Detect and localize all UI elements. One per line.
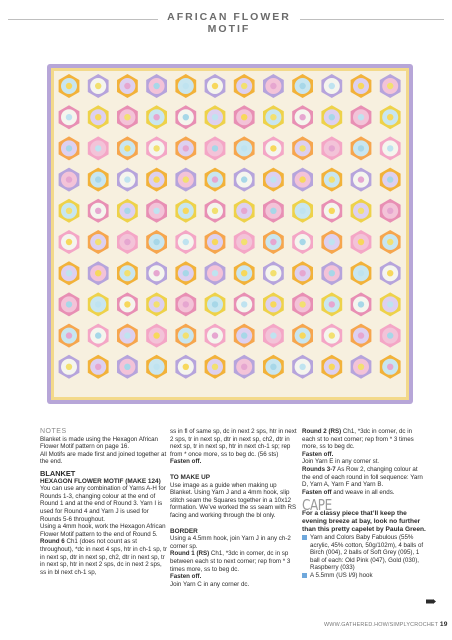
motif-center [358,208,364,214]
motif-center [270,176,276,182]
motif-center [212,301,218,307]
join-yarn-e: Join Yarn E in any corner st. [302,458,380,466]
make-up-heading: TO MAKE UP [170,473,211,481]
motif-center [241,176,247,182]
motif-center [241,332,247,338]
fasten-off-2: Fasten off. [170,573,202,581]
motif-center [66,332,72,338]
motif-center [241,145,247,151]
column-middle [170,428,300,588]
motif-center [124,239,130,245]
motif-center [358,83,364,89]
motif-center [212,332,218,338]
motif-center [270,208,276,214]
notes-text-2: All Motifs are made first and joined together at the end. [40,450,167,466]
motif-center [329,176,335,182]
column-right [302,428,426,580]
motif-center [183,145,189,151]
fasten-off-1: Fasten off. [170,458,202,466]
motif-center [66,270,72,276]
motif-center [387,270,393,276]
motif-center [387,301,393,307]
motif-center [387,83,393,89]
motif-center [183,114,189,120]
motif-text-1: You can use any combination of Yarns A-H for Rounds 1-3, changing colour at the end of Round 1 and at the end of Round 3. Yarn I is used for Round 4 and Yarn J is used for Rounds 5-6 throughout. [40,485,166,523]
motif-center [270,332,276,338]
border-round2 [302,428,426,451]
cape-yarn-text: Yarn and Colors Baby Fabulous (55% acrylic, 45% cotton, 50g/102m), 4 balls of Birch (004), 2 balls of Soft Grey (095), 1 ball of each: Old Pink (047), Gold (030), Raspberry (033) [310,533,424,572]
motif-center [66,145,72,151]
motif-center [299,270,305,276]
blanket-heading: BLANKET [40,468,76,478]
cape-hook-text: A 5.5mm (US I/9) hook [310,571,373,579]
motif-center [241,270,247,276]
motif-center [270,364,276,370]
end-mark-icon [426,599,436,604]
motif-center [387,332,393,338]
motif-center [95,270,101,276]
motif-center [358,270,364,276]
motif-center [212,270,218,276]
motif-center [241,239,247,245]
motif-center [153,176,159,182]
motif-center [270,83,276,89]
motif-center [241,114,247,120]
motif-center [358,364,364,370]
motif-center [124,114,130,120]
rounds37-body: As Row 2, changing colour at the end of each round in foll sequence: Yarn D, Yarn A, Yarn F and Yarn B. [302,465,423,489]
motif-center [183,208,189,214]
motif-center [95,145,101,151]
motif-center [95,239,101,245]
motif-center [358,332,364,338]
motif-center [212,114,218,120]
motif-center [270,270,276,276]
join-yarn-c: Join Yarn C in any corner dc. [170,580,250,588]
motif-center [387,114,393,120]
motif-center [299,364,305,370]
motif-center [183,239,189,245]
motif-center [124,270,130,276]
motif-center [124,301,130,307]
motif-text-2: Using a 4mm hook, work the Hexagon African Flower Motif pattern to the end of Round 5. [40,523,166,538]
square-bullet-icon [302,535,307,540]
motif-center [329,301,335,307]
rounds-3-7 [302,466,426,489]
footer-url: WWW.GATHERED.HOW/SIMPLYCROCHET [324,622,439,628]
motif-center [212,239,218,245]
motif-center [66,239,72,245]
motif-center [124,208,130,214]
motif-center [212,145,218,151]
page-number: 19 [439,621,448,628]
motif-center [358,145,364,151]
round6-label: Round 6 [40,538,65,546]
header-rule-left [8,19,158,20]
border-heading: BORDER [170,527,198,535]
motif-center [329,145,335,151]
motif-center [212,83,218,89]
motif-center [358,114,364,120]
section-title: AFRICAN FLOWER MOTIF [167,11,291,35]
finishing [302,489,426,497]
motif-center [95,176,101,182]
motif-center [241,83,247,89]
cape-heading: CAPE [302,496,332,515]
motif-center [124,332,130,338]
motif-center [329,270,335,276]
round6-body: Ch1 (does not count as st throughout), *dc in next 4 sps, htr in ch-1 sp, tr in next sp, dtr in next sp, ch2, dtr in next sp, tr in next sp, htr in next 2 sps, dc in next 2 sps, ss in bl next ch-1 sp, [40,538,167,576]
motif-center [270,301,276,307]
border-round1 [170,550,300,573]
round2-body: Ch1, *3dc in corner, dc in each st to next corner; rep from * 3 times more, ss to beg dc. [302,428,414,451]
round1-body: Ch1, *3dc in corner, dc in sp between each st to next corner; rep from * 3 times more, ss to beg dc. [170,550,291,573]
motif-center [329,83,335,89]
motif-center [329,239,335,245]
round6-continued: ss in fl of same sp, dc in next 2 sps, htr in next 2 sps, tr in next sp, dtr in next sp, ch2, dtr in next sp, tr in next sp, htr in next ch-1 sp; rep from * once more, ss to beg dc. (56 sts) [170,428,297,458]
motif-center [299,208,305,214]
motif-center [299,83,305,89]
motif-center [124,176,130,182]
motif-center [241,301,247,307]
motif-center [387,239,393,245]
square-bullet-icon [302,573,307,578]
motif-center [183,364,189,370]
motif-center [95,332,101,338]
motif-heading: HEXAGON FLOWER MOTIF (MAKE 124) [40,477,161,485]
motif-center [270,114,276,120]
motif-center [153,83,159,89]
fasten-off-4: Fasten off [302,488,332,496]
motif-center [153,332,159,338]
motif-center [387,364,393,370]
motif-center [270,145,276,151]
page-footer [324,621,448,628]
blanket-photo [45,60,415,408]
notes-heading: NOTES [40,428,67,435]
motif-center [241,208,247,214]
motif-center [124,145,130,151]
motif-center [358,239,364,245]
motif-center [212,364,218,370]
motif-center [358,301,364,307]
motif-center [66,176,72,182]
motif-center [153,270,159,276]
round2-label: Round 2 (RS) [302,428,342,435]
make-up-text: Use image as a guide when making up Blanket. Using Yarn J and a 4mm hook, slip stitch seam the Squares together in a 10x12 formation. We’ve worked the ss seam with RS facing and working through the bl only. [170,481,297,519]
rounds37-label: Rounds 3-7 [302,465,336,473]
motif-center [153,364,159,370]
motif-center [66,83,72,89]
motif-center [299,145,305,151]
motif-center [183,83,189,89]
round6-text [40,538,168,576]
motif-center [299,239,305,245]
motif-center [153,208,159,214]
motif-center [66,208,72,214]
cape-yarn-item [302,534,426,572]
motif-center [153,114,159,120]
motif-center [183,332,189,338]
round1-label: Round 1 (RS) [170,550,210,558]
motif-center [95,301,101,307]
column-left [40,428,168,576]
motif-center [212,208,218,214]
motif-center [299,332,305,338]
cape-intro: For a classy piece that’ll keep the evening breeze at bay, look no further than this pretty capelet by Paula Green. [302,509,426,533]
weave-text: and weave in all ends. [331,488,395,496]
motif-center [95,208,101,214]
motif-center [329,364,335,370]
motif-center [241,364,247,370]
motif-center [299,114,305,120]
motif-center [66,114,72,120]
border-text: Using a 4.5mm hook, join Yarn J in any ch-2 corner sp. [170,535,291,550]
motif-center [183,301,189,307]
motif-center [387,145,393,151]
motif-center [153,301,159,307]
motif-center [95,364,101,370]
motif-center [66,301,72,307]
motif-center [183,176,189,182]
motif-center [124,364,130,370]
notes-text-1: Blanket is made using the Hexagon African Flower Motif pattern on page 16. [40,435,158,451]
motif-center [95,114,101,120]
motif-center [387,208,393,214]
motif-center [270,239,276,245]
motif-center [212,176,218,182]
motif-center [183,270,189,276]
cape-hook-item [302,572,426,580]
fasten-off-3: Fasten off. [302,450,334,458]
motif-center [153,145,159,151]
motif-center [299,176,305,182]
motif-center [299,301,305,307]
motif-center [124,83,130,89]
motif-center [387,176,393,182]
motif-center [329,208,335,214]
page-header [0,8,452,35]
motif-center [329,114,335,120]
motif-center [153,239,159,245]
motif-center [329,332,335,338]
motif-center [66,364,72,370]
header-rule-right [300,19,444,20]
motif-center [358,176,364,182]
motif-center [95,83,101,89]
